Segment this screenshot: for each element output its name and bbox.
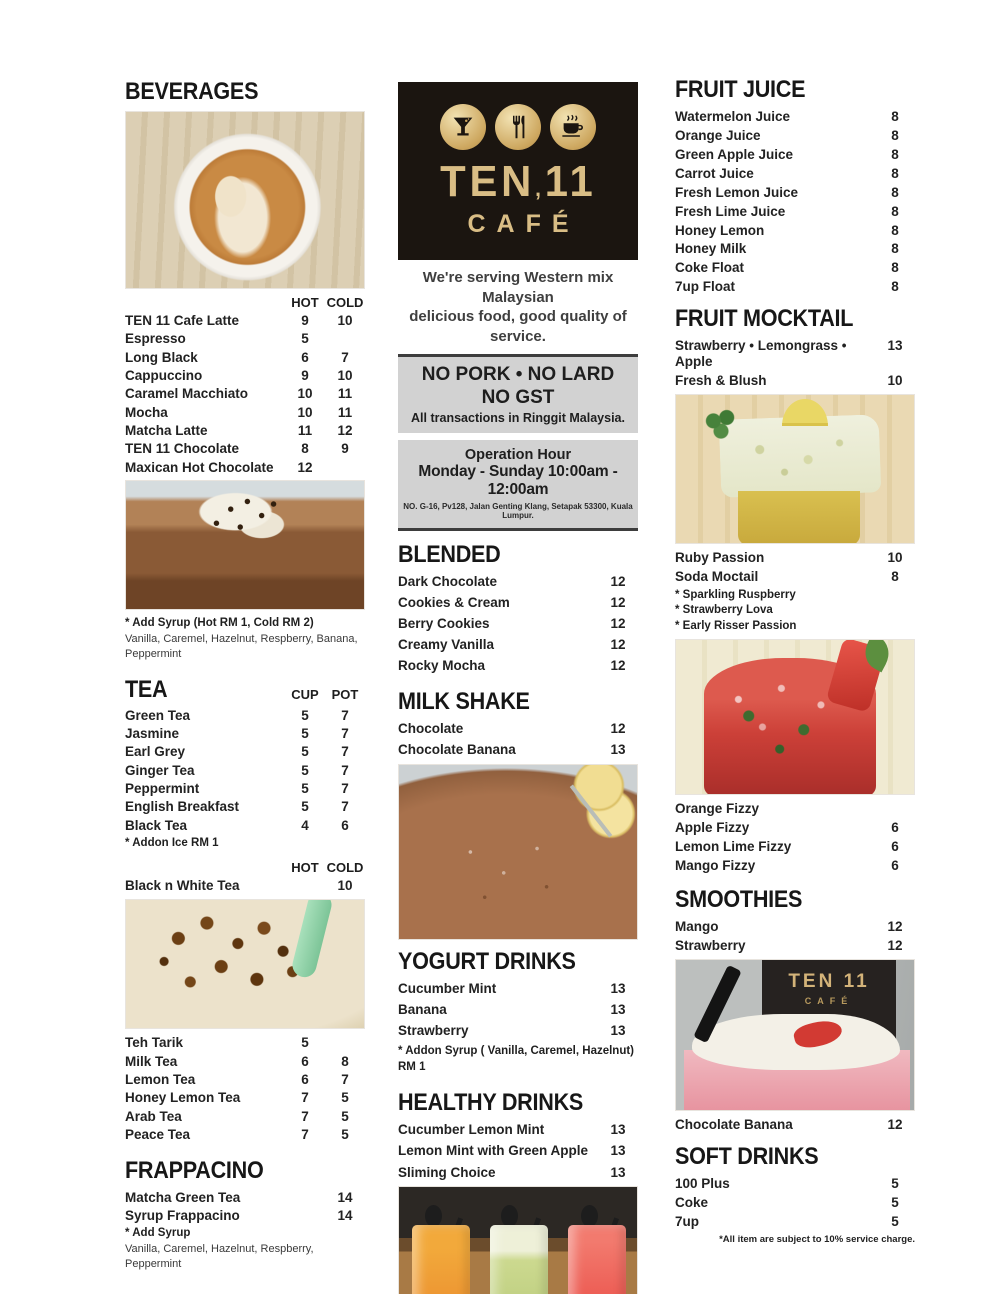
- item-price-cold: 11: [337, 386, 353, 402]
- cocktail-icon: [440, 104, 486, 150]
- menu-item-row: [675, 820, 915, 836]
- yogurt-list: [398, 981, 638, 1075]
- item-price-cold: 12: [887, 919, 903, 935]
- item-price-cold: 6: [891, 858, 899, 874]
- menu-item-row: [398, 981, 638, 997]
- column-right: [675, 76, 915, 1245]
- menu-item-row: [125, 405, 365, 421]
- item-name: TEN 11 Chocolate: [125, 441, 240, 457]
- item-name: Mango Fizzy: [675, 858, 756, 874]
- item-name: English Breakfast: [125, 799, 240, 815]
- item-price-hot: 4: [301, 817, 309, 833]
- item-name: Cucumber Mint: [398, 980, 497, 996]
- column-beverages: [125, 78, 365, 1272]
- item-name: Orange Fizzy: [675, 801, 760, 817]
- notice-line-3: All transactions in Ringgit Malaysia.: [411, 410, 625, 425]
- item-note: * Add Syrup: [125, 1227, 191, 1240]
- item-name: Watermelon Juice: [675, 109, 791, 124]
- item-name: 7up: [675, 1213, 700, 1229]
- item-price-cold: 13: [610, 1001, 626, 1017]
- lemon-slice-shape: [782, 399, 828, 426]
- section-title-fruit-mocktail: FRUIT MOCKTAIL: [675, 305, 854, 333]
- item-note: * Early Risser Passion: [675, 619, 797, 632]
- item-name: Peace Tea: [125, 1126, 191, 1142]
- item-price-hot: 7: [301, 1126, 309, 1142]
- item-price-cold: 12: [887, 937, 903, 953]
- item-price-cold: 5: [341, 1126, 349, 1142]
- item-price-cold: 7: [341, 780, 349, 796]
- menu-item-row: [398, 1165, 638, 1181]
- item-price-hot: 5: [301, 744, 309, 760]
- ten11-sign-in-photo: TEN 11 CAFÉ: [762, 960, 896, 1046]
- menu-item-row: [125, 441, 365, 457]
- col-header-cold: COLD: [326, 860, 364, 876]
- menu-item-row: [398, 1002, 638, 1018]
- menu-item-row: [398, 637, 638, 653]
- item-price-hot: 11: [297, 422, 313, 438]
- item-name: Sliming Choice: [398, 1164, 496, 1180]
- item-name: Fresh & Blush: [675, 373, 767, 389]
- menu-item-row: [398, 721, 638, 737]
- tea-list-2: [125, 878, 365, 894]
- item-price-hot: 5: [301, 780, 309, 796]
- item-name: Carrot Juice: [675, 165, 754, 181]
- col-header-cold: COLD: [326, 295, 364, 310]
- menu-item-row: [675, 938, 915, 954]
- item-name: Dark Chocolate: [398, 573, 498, 589]
- section-title-blended: BLENDED: [398, 540, 501, 568]
- item-price-hot: 5: [301, 707, 309, 723]
- item-name: Coke: [675, 1194, 709, 1210]
- menu-item-row: [125, 1109, 365, 1125]
- menu-item-row: [398, 1143, 638, 1159]
- item-price-cold: 5: [341, 1108, 349, 1124]
- strawberry-smoothie-photo: [675, 959, 915, 1111]
- col-header-hot: HOT: [291, 860, 319, 876]
- item-name: Black Tea: [125, 817, 188, 833]
- item-price-cold: 8: [891, 241, 899, 257]
- item-price-cold: 7: [341, 744, 349, 760]
- item-price-cold: 12: [610, 721, 626, 737]
- blended-list: [398, 574, 638, 674]
- smoothies-list: [675, 919, 915, 954]
- menu-item-row: [125, 313, 365, 329]
- item-price-hot: 7: [301, 1090, 309, 1106]
- item-price-cold: 8: [891, 222, 899, 238]
- green-juice-glass: [490, 1225, 548, 1294]
- address-line: NO. G-16, Pv128, Jalan Genting Klang, Setapak 53300, Kuala Lumpur.: [403, 501, 633, 520]
- item-price-cold: 10: [887, 549, 903, 565]
- item-price-hot: 9: [301, 367, 309, 383]
- service-charge-footnote: *All item are subject to 10% service charge.: [719, 1233, 915, 1245]
- tea-list-3: [125, 1035, 365, 1142]
- item-name: Green Tea: [125, 707, 191, 723]
- item-price-cold: 12: [610, 616, 626, 631]
- price-columns-header: [125, 860, 365, 875]
- item-price-cold: 12: [337, 422, 353, 438]
- item-price-cold: 7: [341, 762, 349, 778]
- menu-item-row: [675, 919, 915, 935]
- item-price-cold: 10: [337, 878, 353, 894]
- item-name: Strawberry: [398, 1022, 469, 1038]
- item-name: Strawberry: [675, 937, 746, 953]
- hours-line: Monday - Sunday 10:00am - 12:00am: [418, 462, 618, 498]
- red-mocktail-photo: [675, 639, 915, 795]
- item-name: Fresh Lime Juice: [675, 203, 786, 219]
- section-title-smoothies: SMOOTHIES: [675, 886, 803, 914]
- item-price-cold: 8: [891, 260, 899, 276]
- item-price-cold: 13: [887, 338, 903, 354]
- menu-item-row: [125, 350, 365, 366]
- menu-item-row: [675, 1117, 915, 1133]
- menu-item-row: [125, 1072, 365, 1088]
- spoon-shape: [581, 1205, 598, 1227]
- section-title-milkshake: MILK SHAKE: [398, 688, 530, 716]
- item-name: TEN 11 Cafe Latte: [125, 313, 240, 328]
- banana-skewer-shape: [570, 784, 613, 837]
- coffee-cup-icon: [550, 104, 596, 150]
- menu-item-row: [675, 338, 915, 370]
- menu-item-row: [398, 616, 638, 632]
- menu-item-row: [125, 1035, 365, 1051]
- item-name: Chocolate Banana: [398, 742, 516, 758]
- orange-juice-glass: [412, 1225, 470, 1294]
- menu-item-row: [125, 1127, 365, 1143]
- item-name: Creamy Vanilla: [398, 637, 495, 653]
- menu-item-row: [675, 373, 915, 389]
- item-name: Caramel Macchiato: [125, 386, 249, 402]
- item-name: Apple Fizzy: [675, 820, 750, 836]
- item-price-hot: 9: [301, 313, 309, 328]
- notice-line-2: NO GST: [481, 386, 555, 408]
- item-name: Milk Tea: [125, 1053, 178, 1069]
- item-name: Orange Juice: [675, 127, 761, 143]
- menu-item-row: [125, 799, 365, 815]
- tagline: We're serving Western mix Malaysian delicious food, good quality of service.: [409, 269, 627, 345]
- item-price-cold: 10: [337, 313, 353, 328]
- soft-drinks-list: [675, 1176, 915, 1230]
- item-price-cold: 6: [891, 839, 899, 855]
- item-name: Lemon Tea: [125, 1071, 196, 1087]
- item-price-hot: 12: [297, 459, 313, 475]
- menu-item-row: [398, 1023, 638, 1039]
- syrup-note-title: * Add Syrup (Hot RM 1, Cold RM 2): [125, 617, 314, 630]
- item-name: Honey Lemon Tea: [125, 1090, 241, 1106]
- item-name: Lemon Mint with Green Apple: [398, 1143, 589, 1159]
- hours-title: Operation Hour: [464, 446, 572, 463]
- item-price-cold: 8: [891, 127, 899, 143]
- item-name: Ruby Passion: [675, 549, 765, 565]
- item-name: Matcha Latte: [125, 422, 208, 438]
- no-pork-notice-box: [398, 354, 638, 433]
- item-price-cold: 14: [337, 1208, 353, 1224]
- item-price-cold: 5: [341, 1090, 349, 1106]
- item-price-cold: 11: [337, 404, 353, 420]
- menu-item-row: [675, 801, 915, 817]
- item-price-hot: 5: [301, 762, 309, 778]
- menu-item-row: [675, 1195, 915, 1211]
- item-price-cold: 6: [891, 820, 899, 836]
- milkshake-list: [398, 721, 638, 758]
- spoon-shape: [501, 1205, 518, 1227]
- item-price-hot: 6: [301, 1053, 309, 1069]
- item-price-cold: 13: [610, 1122, 626, 1138]
- item-price-cold: 7: [341, 799, 349, 815]
- item-price-cold: 13: [610, 1164, 626, 1180]
- menu-item-row: [675, 1214, 915, 1230]
- item-name: Matcha Green Tea: [125, 1189, 241, 1205]
- section-title-fruit-juice: FRUIT JUICE: [675, 76, 806, 103]
- item-name: Syrup Frappacino: [125, 1208, 240, 1224]
- item-price-cold: 12: [610, 594, 626, 610]
- item-name: Chocolate Banana: [675, 1116, 793, 1132]
- col-header-pot: POT: [331, 686, 359, 702]
- menu-item-row: [125, 818, 365, 834]
- menu-item-row: [125, 763, 365, 779]
- fruit-mocktail-list: [675, 338, 915, 389]
- item-price-cold: 5: [891, 1194, 899, 1210]
- section-title-tea: TEA: [125, 675, 168, 703]
- item-name: 7up Float: [675, 279, 735, 295]
- price-columns-header: [125, 295, 365, 310]
- tea-list: [125, 708, 365, 852]
- item-price-hot: 5: [301, 1035, 309, 1051]
- item-price-hot: 7: [301, 1108, 309, 1124]
- menu-item-row: [125, 368, 365, 384]
- green-spoon-shape: [290, 899, 334, 980]
- item-price-cold: 7: [341, 1071, 349, 1087]
- item-name: Soda Moctail: [675, 568, 759, 584]
- latte-art-photo: [125, 111, 365, 289]
- item-price-cold: 9: [341, 441, 349, 457]
- menu-item-row: [125, 460, 365, 476]
- item-price-hot: 5: [301, 725, 309, 741]
- item-note: * Sparkling Ruspberry: [675, 588, 796, 601]
- syrup-note-flavors: Vanilla, Caremel, Hazelnut, Respberry, Banana, Peppermint: [125, 632, 358, 660]
- menu-item-row: [675, 260, 915, 276]
- menu-item-row: [125, 386, 365, 402]
- item-name: Chocolate: [398, 721, 464, 737]
- tea-heading-row: [125, 676, 365, 704]
- col-header-hot: HOT: [291, 295, 319, 310]
- smoothies-list-2: [675, 1117, 915, 1133]
- item-price-cold: 8: [891, 568, 899, 584]
- menu-item-row: [125, 708, 365, 724]
- item-name: Strawberry • Lemongrass • Apple: [675, 338, 847, 370]
- item-price-cold: 8: [891, 165, 899, 181]
- item-price-cold: 10: [337, 367, 353, 383]
- section-title-healthy: HEALTHY DRINKS: [398, 1089, 584, 1117]
- item-price-cold: 8: [341, 1053, 349, 1069]
- item-price-hot: 10: [297, 404, 313, 420]
- menu-item-row: [675, 128, 915, 144]
- item-price-cold: 13: [610, 742, 626, 758]
- item-name: Berry Cookies: [398, 616, 490, 631]
- item-name: Espresso: [125, 331, 186, 347]
- beverages-list: [125, 313, 365, 475]
- item-name: Green Apple Juice: [675, 146, 794, 162]
- hot-chocolate-photo: [125, 480, 365, 610]
- menu-item-row: [125, 726, 365, 742]
- item-price-cold: 5: [891, 1213, 899, 1229]
- frappacino-list: [125, 1190, 365, 1272]
- item-name: Cappuccino: [125, 367, 203, 383]
- logo-subtitle: CAFÉ: [467, 209, 580, 238]
- menu-item-row: [398, 595, 638, 611]
- item-price-hot: 8: [301, 441, 309, 457]
- menu-item-row: [675, 241, 915, 257]
- item-price-cold: 14: [337, 1189, 353, 1205]
- menu-item-row: [675, 109, 915, 125]
- menu-item-row: [675, 185, 915, 201]
- spoon-shape: [425, 1205, 442, 1227]
- logo-icon-row: [440, 104, 596, 150]
- item-name: Cucumber Lemon Mint: [398, 1122, 545, 1138]
- item-note: * Addon Syrup ( Vanilla, Caremel, Hazelnut) RM 1: [398, 1045, 635, 1073]
- fizzy-list: [675, 801, 915, 874]
- menu-item-row: [675, 204, 915, 220]
- item-note: * Strawberry Lova: [675, 604, 773, 617]
- menu-item-row: [125, 1190, 365, 1206]
- item-price-cold: 12: [610, 658, 626, 674]
- fruit-mocktail-list-2: [675, 550, 915, 634]
- fruit-juice-list: [675, 109, 915, 295]
- menu-item-row: [125, 1090, 365, 1106]
- item-price-cold: 7: [341, 725, 349, 741]
- item-name: Long Black: [125, 349, 198, 365]
- item-price-cold: 12: [610, 573, 626, 589]
- menu-item-row: [675, 569, 915, 585]
- item-price-cold: 8: [891, 109, 899, 124]
- menu-item-row: [125, 781, 365, 797]
- item-name: 100 Plus: [675, 1175, 730, 1191]
- item-price-hot: 10: [297, 386, 313, 402]
- item-note: * Addon Ice RM 1: [125, 836, 219, 849]
- item-price-cold: 8: [891, 146, 899, 162]
- item-name: Jasmine: [125, 725, 180, 741]
- menu-item-row: [125, 1054, 365, 1070]
- item-name: Ginger Tea: [125, 762, 195, 778]
- green-mocktail-photo: [675, 394, 915, 544]
- item-name: Cookies & Cream: [398, 594, 510, 610]
- menu-item-row: [675, 839, 915, 855]
- item-price-hot: 6: [301, 349, 309, 365]
- menu-item-row: [398, 658, 638, 674]
- item-price-cold: 8: [891, 203, 899, 219]
- item-name: Black n White Tea: [125, 878, 240, 894]
- item-name: Mocha: [125, 404, 168, 420]
- item-price-cold: 12: [610, 637, 626, 653]
- item-name: Teh Tarik: [125, 1035, 184, 1051]
- item-name: Rocky Mocha: [398, 658, 486, 674]
- menu-item-row: [675, 550, 915, 566]
- menu-item-row: [125, 423, 365, 439]
- logo-title: TEN,11: [439, 156, 597, 206]
- item-price-cold: 7: [341, 349, 349, 365]
- item-note: Vanilla, Caremel, Hazelnut, Respberry, Peppermint: [125, 1242, 314, 1270]
- item-price-cold: 13: [610, 980, 626, 996]
- notice-line-1: NO PORK • NO LARD: [421, 364, 615, 385]
- item-name: Lemon Lime Fizzy: [675, 839, 792, 855]
- item-name: Earl Grey: [125, 744, 186, 760]
- bubble-tea-photo: [125, 899, 365, 1029]
- cutlery-icon: [495, 104, 541, 150]
- item-price-cold: 6: [341, 817, 349, 833]
- item-price-cold: 13: [610, 1022, 626, 1038]
- menu-item-row: [675, 223, 915, 239]
- item-price-cold: 13: [610, 1143, 626, 1159]
- red-juice-glass: [568, 1225, 626, 1294]
- col-header-cup: CUP: [291, 686, 319, 702]
- milkshake-photo: [398, 764, 638, 940]
- mocktail-froth-shape: [719, 414, 882, 498]
- menu-item-row: [125, 744, 365, 760]
- menu-item-row: [125, 1208, 365, 1224]
- item-price-cold: 8: [891, 184, 899, 200]
- menu-item-row: [125, 878, 365, 894]
- menu-item-row: [398, 574, 638, 590]
- healthy-list: [398, 1122, 638, 1180]
- item-name: Coke Float: [675, 260, 745, 276]
- item-name: Arab Tea: [125, 1108, 182, 1124]
- section-title-frappacino: FRAPPACINO: [125, 1156, 264, 1184]
- item-name: Fresh Lemon Juice: [675, 184, 799, 200]
- item-price-cold: 8: [891, 279, 899, 295]
- section-title-yogurt: YOGURT DRINKS: [398, 947, 576, 975]
- mocktail-glass-shape: [738, 491, 860, 544]
- item-price-hot: 6: [301, 1071, 309, 1087]
- menu-item-row: [675, 166, 915, 182]
- item-price-hot: 5: [301, 799, 309, 815]
- menu-item-row: [125, 331, 365, 347]
- menu-item-row: [675, 858, 915, 874]
- menu-item-row: [675, 147, 915, 163]
- item-price-cold: 7: [341, 707, 349, 723]
- item-name: Honey Lemon: [675, 222, 765, 238]
- menu-item-row: [398, 742, 638, 758]
- fresh-juices-photo: [398, 1186, 638, 1294]
- item-price-cold: 5: [891, 1175, 899, 1191]
- item-name: Honey Milk: [675, 241, 747, 257]
- operation-hour-box: [398, 440, 638, 531]
- item-price-cold: 10: [887, 373, 903, 389]
- section-title-beverages: BEVERAGES: [125, 78, 259, 105]
- section-title-soft-drinks: SOFT DRINKS: [675, 1142, 819, 1170]
- item-price-cold: 12: [887, 1116, 903, 1132]
- menu-item-row: [675, 1176, 915, 1192]
- item-name: Peppermint: [125, 780, 200, 796]
- item-name: Banana: [398, 1001, 447, 1017]
- item-name: Mango: [675, 919, 719, 935]
- mint-garnish-shape: [702, 409, 740, 443]
- menu-item-row: [398, 1122, 638, 1138]
- menu-item-row: [675, 279, 915, 295]
- ten11-cafe-logo: [398, 82, 638, 260]
- item-price-hot: 5: [301, 331, 309, 347]
- column-center: [398, 82, 638, 1294]
- item-name: Maxican Hot Chocolate: [125, 459, 274, 475]
